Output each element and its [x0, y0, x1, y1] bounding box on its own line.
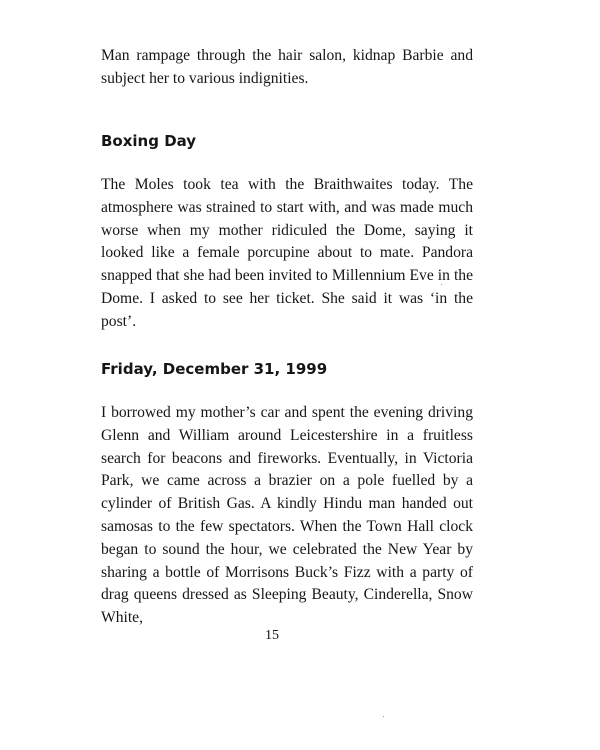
intro-paragraph: Man rampage through the hair salon, kidnap Barbie and subject her to various indignities. [101, 47, 473, 87]
page-number: 15 [265, 628, 279, 643]
scan-speck [383, 716, 384, 717]
scan-speck [441, 284, 442, 285]
boxing-day-paragraph: The Moles took tea with the Braithwaites today. The atmosphere was strained to start with, and was made much worse when my mother ridiculed the Dome, saying it looked like a female porcupine about to mate. Pandora snapped that she had been invited to Millennium Eve in the Dome. I asked to see her ticket. She said it was ‘in the post’. [101, 176, 473, 330]
section-heading-friday-december-31: Friday, December 31, 1999 [101, 360, 328, 378]
friday-december-31-paragraph: I borrowed my mother’s car and spent the evening driving Glenn and William around Leicestershire in a fruitless search for beacons and fireworks. Eventually, in Victoria Park, we came across a brazier on a pole fuelled by a cylinder of British Gas. A kindly Hindu man handed out samosas to the few spectators. When the Town Hall clock began to sound the hour, we celebrated the New Year by sharing a bottle of Morrisons Buck’s Fizz with a party of drag queens dressed as Sleeping Beauty, Cinderella, Snow White, [101, 404, 473, 627]
section-heading-boxing-day: Boxing Day [101, 132, 197, 150]
